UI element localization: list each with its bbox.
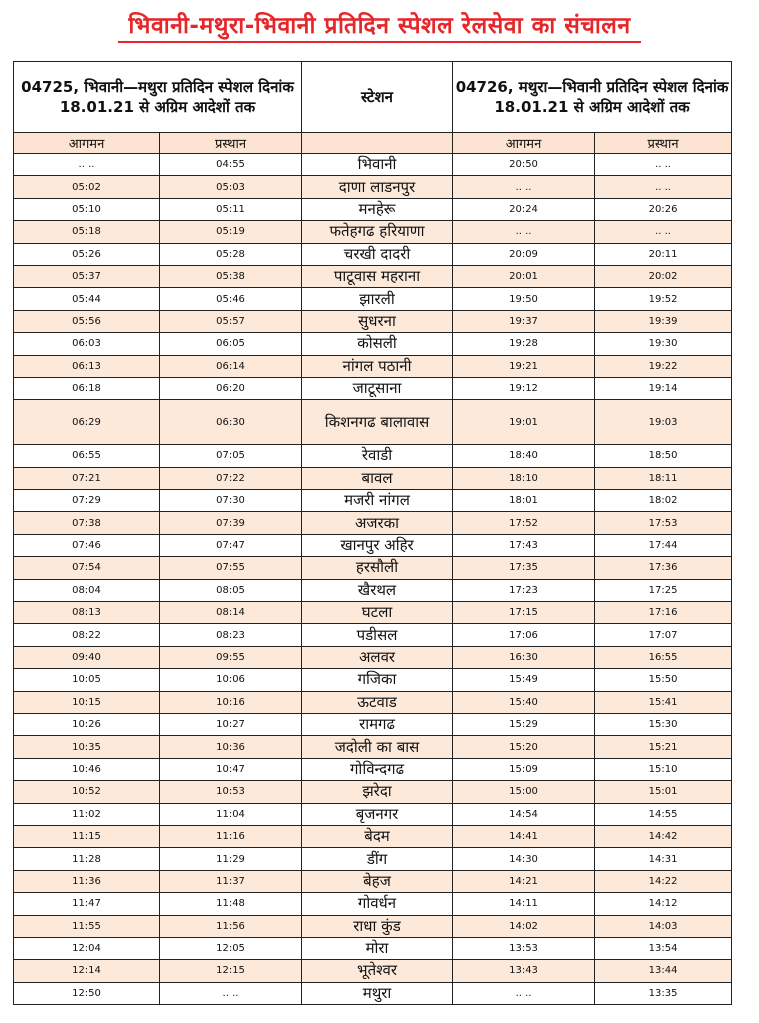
station-name: पाटूवास महराना — [302, 265, 453, 287]
table-row — [14, 825, 732, 847]
station-name: डींग — [302, 848, 453, 870]
table-row — [14, 198, 732, 220]
arrival-04725: 10:52 — [14, 781, 160, 803]
departure-04725: 07:47 — [160, 534, 302, 556]
title-wrap — [0, 6, 759, 43]
table-row — [14, 960, 732, 982]
station-name: जदोली का बास — [302, 736, 453, 758]
subheader-row — [14, 133, 732, 154]
departure-04725: 06:20 — [160, 377, 302, 399]
station-name: अजरका — [302, 512, 453, 534]
timetable — [13, 61, 732, 1005]
station-subheader-empty — [302, 133, 453, 154]
departure-04725: 08:05 — [160, 579, 302, 601]
station-name: गोविन्दगढ — [302, 758, 453, 780]
station-name: पडीसल — [302, 624, 453, 646]
arrival-04726: 14:30 — [453, 848, 595, 870]
table-row — [14, 265, 732, 287]
departure-04726: 19:03 — [595, 400, 732, 445]
arrival-04726: 15:49 — [453, 669, 595, 691]
arrival-04725: 07:54 — [14, 557, 160, 579]
station-name: सुधरना — [302, 310, 453, 332]
table-row — [14, 377, 732, 399]
departure-04725: 08:14 — [160, 602, 302, 624]
departure-04725: 11:16 — [160, 825, 302, 847]
arrival-04725: 08:04 — [14, 579, 160, 601]
arrival-04726: 15:00 — [453, 781, 595, 803]
table-row — [14, 893, 732, 915]
departure-04725: 05:38 — [160, 265, 302, 287]
arrival-header-04725: आगमन — [14, 133, 160, 154]
departure-04725: 10:47 — [160, 758, 302, 780]
arrival-04726: 14:11 — [453, 893, 595, 915]
arrival-04725: 11:55 — [14, 915, 160, 937]
table-row — [14, 624, 732, 646]
departure-04726: 14:42 — [595, 825, 732, 847]
departure-04726: 14:03 — [595, 915, 732, 937]
departure-04726: 13:54 — [595, 937, 732, 959]
table-row — [14, 579, 732, 601]
departure-04726: 17:07 — [595, 624, 732, 646]
table-row — [14, 154, 732, 176]
arrival-04726: 19:28 — [453, 333, 595, 355]
departure-04726: 16:55 — [595, 646, 732, 668]
arrival-04725: 11:47 — [14, 893, 160, 915]
station-name: भिवानी — [302, 154, 453, 176]
departure-04725: 08:23 — [160, 624, 302, 646]
arrival-04726: 17:06 — [453, 624, 595, 646]
arrival-04725: 11:15 — [14, 825, 160, 847]
station-name: कोसली — [302, 333, 453, 355]
departure-04725: 04:55 — [160, 154, 302, 176]
arrival-04725: 07:38 — [14, 512, 160, 534]
arrival-04725: 06:29 — [14, 400, 160, 445]
departure-header-04726: प्रस्थान — [595, 133, 732, 154]
arrival-04725: .. .. — [14, 154, 160, 176]
table-row — [14, 758, 732, 780]
station-name: चरखी दादरी — [302, 243, 453, 265]
departure-04725: 10:16 — [160, 691, 302, 713]
arrival-04725: 06:03 — [14, 333, 160, 355]
station-header: स्टेशन — [302, 62, 453, 133]
departure-04725: 07:30 — [160, 490, 302, 512]
arrival-04726: 14:21 — [453, 870, 595, 892]
departure-04725: 05:11 — [160, 198, 302, 220]
station-name: खानपुर अहिर — [302, 534, 453, 556]
arrival-04725: 10:26 — [14, 713, 160, 735]
train-04726-header: 04726, मथुरा—भिवानी प्रतिदिन स्पेशल दिनांक 18.01.21 से अग्रिम आदेशों तक — [453, 62, 732, 133]
station-name: बेदम — [302, 825, 453, 847]
station-name: गोवर्धन — [302, 893, 453, 915]
departure-04726: 19:39 — [595, 310, 732, 332]
departure-04725: 07:22 — [160, 467, 302, 489]
departure-04725: 06:05 — [160, 333, 302, 355]
arrival-04726: 14:02 — [453, 915, 595, 937]
station-name: फतेहगढ हरियाणा — [302, 221, 453, 243]
arrival-04725: 11:28 — [14, 848, 160, 870]
table-row — [14, 176, 732, 198]
departure-04725: 07:55 — [160, 557, 302, 579]
arrival-04726: 19:37 — [453, 310, 595, 332]
table-row — [14, 602, 732, 624]
departure-04725: 06:30 — [160, 400, 302, 445]
arrival-04726: 18:01 — [453, 490, 595, 512]
departure-04726: .. .. — [595, 221, 732, 243]
departure-04725: 09:55 — [160, 646, 302, 668]
arrival-04725: 05:37 — [14, 265, 160, 287]
arrival-04726: 18:10 — [453, 467, 595, 489]
departure-04725: 11:04 — [160, 803, 302, 825]
arrival-04725: 07:21 — [14, 467, 160, 489]
departure-04725: 11:29 — [160, 848, 302, 870]
arrival-04725: 05:02 — [14, 176, 160, 198]
table-row — [14, 221, 732, 243]
table-row — [14, 691, 732, 713]
station-name: भूतेश्वर — [302, 960, 453, 982]
station-name: ऊटवाड — [302, 691, 453, 713]
arrival-04725: 05:18 — [14, 221, 160, 243]
station-name: खैरथल — [302, 579, 453, 601]
departure-04726: 19:14 — [595, 377, 732, 399]
table-row — [14, 310, 732, 332]
header-row — [14, 62, 732, 133]
arrival-04726: 20:09 — [453, 243, 595, 265]
arrival-04725: 05:10 — [14, 198, 160, 220]
station-name: रेवाडी — [302, 445, 453, 467]
table-row — [14, 937, 732, 959]
table-row — [14, 490, 732, 512]
arrival-04726: 15:29 — [453, 713, 595, 735]
arrival-04725: 10:05 — [14, 669, 160, 691]
table-row — [14, 915, 732, 937]
arrival-04725: 08:22 — [14, 624, 160, 646]
departure-04726: 14:12 — [595, 893, 732, 915]
departure-04726: 19:30 — [595, 333, 732, 355]
table-row — [14, 870, 732, 892]
page-title: भिवानी-मथुरा-भिवानी प्रतिदिन स्पेशल रेलसेवा का संचालन — [118, 6, 640, 43]
arrival-04725: 10:35 — [14, 736, 160, 758]
arrival-header-04726: आगमन — [453, 133, 595, 154]
arrival-04726: 15:09 — [453, 758, 595, 780]
arrival-04726: 20:50 — [453, 154, 595, 176]
departure-04725: 05:57 — [160, 310, 302, 332]
departure-04725: 11:56 — [160, 915, 302, 937]
station-name: राधा कुंड — [302, 915, 453, 937]
departure-04726: 17:53 — [595, 512, 732, 534]
arrival-04725: 06:55 — [14, 445, 160, 467]
arrival-04726: 19:50 — [453, 288, 595, 310]
table-row — [14, 534, 732, 556]
arrival-04726: 20:24 — [453, 198, 595, 220]
table-row — [14, 512, 732, 534]
table-row — [14, 646, 732, 668]
arrival-04725: 07:46 — [14, 534, 160, 556]
departure-04725: 05:28 — [160, 243, 302, 265]
departure-04726: 15:10 — [595, 758, 732, 780]
table-row — [14, 243, 732, 265]
departure-04726: .. .. — [595, 176, 732, 198]
departure-04725: 12:05 — [160, 937, 302, 959]
table-row — [14, 848, 732, 870]
departure-04725: 11:37 — [160, 870, 302, 892]
table-row — [14, 400, 732, 445]
table-row — [14, 736, 732, 758]
station-name: हरसौली — [302, 557, 453, 579]
station-name: गजिका — [302, 669, 453, 691]
arrival-04725: 11:36 — [14, 870, 160, 892]
arrival-04725: 05:56 — [14, 310, 160, 332]
arrival-04726: 15:20 — [453, 736, 595, 758]
departure-04726: 18:11 — [595, 467, 732, 489]
station-name: मोरा — [302, 937, 453, 959]
arrival-04725: 11:02 — [14, 803, 160, 825]
station-name: घटला — [302, 602, 453, 624]
table-row — [14, 713, 732, 735]
departure-04726: 15:41 — [595, 691, 732, 713]
arrival-04725: 06:13 — [14, 355, 160, 377]
departure-04725: 07:05 — [160, 445, 302, 467]
arrival-04725: 07:29 — [14, 490, 160, 512]
arrival-04726: .. .. — [453, 221, 595, 243]
departure-04725: .. .. — [160, 982, 302, 1004]
timetable-body — [14, 154, 732, 1005]
departure-04726: 14:31 — [595, 848, 732, 870]
departure-04726: 13:35 — [595, 982, 732, 1004]
table-row — [14, 333, 732, 355]
arrival-04726: 17:52 — [453, 512, 595, 534]
departure-04726: 15:21 — [595, 736, 732, 758]
table-row — [14, 467, 732, 489]
station-name: जाटूसाना — [302, 377, 453, 399]
arrival-04726: 17:15 — [453, 602, 595, 624]
arrival-04726: 17:35 — [453, 557, 595, 579]
station-name: झरेदा — [302, 781, 453, 803]
departure-04726: 18:50 — [595, 445, 732, 467]
departure-04725: 10:06 — [160, 669, 302, 691]
arrival-04726: 17:23 — [453, 579, 595, 601]
departure-04726: 19:22 — [595, 355, 732, 377]
departure-04726: 17:25 — [595, 579, 732, 601]
departure-04725: 10:53 — [160, 781, 302, 803]
departure-04726: 15:01 — [595, 781, 732, 803]
departure-04725: 10:27 — [160, 713, 302, 735]
arrival-04725: 12:04 — [14, 937, 160, 959]
departure-04726: 19:52 — [595, 288, 732, 310]
arrival-04725: 08:13 — [14, 602, 160, 624]
arrival-04726: 14:41 — [453, 825, 595, 847]
departure-04725: 12:15 — [160, 960, 302, 982]
station-name: रामगढ — [302, 713, 453, 735]
station-name: नांगल पठानी — [302, 355, 453, 377]
departure-04725: 05:46 — [160, 288, 302, 310]
table-row — [14, 445, 732, 467]
table-row — [14, 803, 732, 825]
arrival-04726: 16:30 — [453, 646, 595, 668]
table-row — [14, 557, 732, 579]
departure-04726: 14:55 — [595, 803, 732, 825]
arrival-04725: 12:50 — [14, 982, 160, 1004]
departure-04725: 05:03 — [160, 176, 302, 198]
departure-04725: 05:19 — [160, 221, 302, 243]
departure-04726: 15:50 — [595, 669, 732, 691]
train-04725-header: 04725, भिवानी—मथुरा प्रतिदिन स्पेशल दिनांक 18.01.21 से अग्रिम आदेशों तक — [14, 62, 302, 133]
departure-04725: 07:39 — [160, 512, 302, 534]
station-name: झारली — [302, 288, 453, 310]
arrival-04725: 10:15 — [14, 691, 160, 713]
departure-04725: 11:48 — [160, 893, 302, 915]
arrival-04726: 13:53 — [453, 937, 595, 959]
arrival-04725: 09:40 — [14, 646, 160, 668]
arrival-04726: 15:40 — [453, 691, 595, 713]
station-name: मजरी नांगल — [302, 490, 453, 512]
arrival-04725: 10:46 — [14, 758, 160, 780]
arrival-04725: 05:44 — [14, 288, 160, 310]
departure-04725: 10:36 — [160, 736, 302, 758]
departure-header-04725: प्रस्थान — [160, 133, 302, 154]
departure-04726: 13:44 — [595, 960, 732, 982]
departure-04726: .. .. — [595, 154, 732, 176]
station-name: मथुरा — [302, 982, 453, 1004]
arrival-04726: 13:43 — [453, 960, 595, 982]
arrival-04726: 19:21 — [453, 355, 595, 377]
arrival-04726: 17:43 — [453, 534, 595, 556]
departure-04726: 17:36 — [595, 557, 732, 579]
departure-04726: 17:44 — [595, 534, 732, 556]
arrival-04726: 14:54 — [453, 803, 595, 825]
departure-04726: 18:02 — [595, 490, 732, 512]
table-row — [14, 781, 732, 803]
station-name: बेहज — [302, 870, 453, 892]
departure-04726: 15:30 — [595, 713, 732, 735]
station-name: मनहेरू — [302, 198, 453, 220]
departure-04726: 17:16 — [595, 602, 732, 624]
arrival-04725: 05:26 — [14, 243, 160, 265]
departure-04726: 20:26 — [595, 198, 732, 220]
arrival-04726: 18:40 — [453, 445, 595, 467]
departure-04725: 06:14 — [160, 355, 302, 377]
arrival-04725: 12:14 — [14, 960, 160, 982]
arrival-04726: 19:01 — [453, 400, 595, 445]
table-row — [14, 669, 732, 691]
arrival-04726: 19:12 — [453, 377, 595, 399]
station-name: दाणा लाडनपुर — [302, 176, 453, 198]
table-row — [14, 288, 732, 310]
departure-04726: 20:11 — [595, 243, 732, 265]
arrival-04726: 20:01 — [453, 265, 595, 287]
station-name: बृजनगर — [302, 803, 453, 825]
departure-04726: 14:22 — [595, 870, 732, 892]
table-row — [14, 982, 732, 1004]
departure-04726: 20:02 — [595, 265, 732, 287]
station-name: बावल — [302, 467, 453, 489]
arrival-04725: 06:18 — [14, 377, 160, 399]
table-row — [14, 355, 732, 377]
arrival-04726: .. .. — [453, 982, 595, 1004]
station-name: अलवर — [302, 646, 453, 668]
station-name: किशनगढ बालावास — [302, 400, 453, 445]
arrival-04726: .. .. — [453, 176, 595, 198]
